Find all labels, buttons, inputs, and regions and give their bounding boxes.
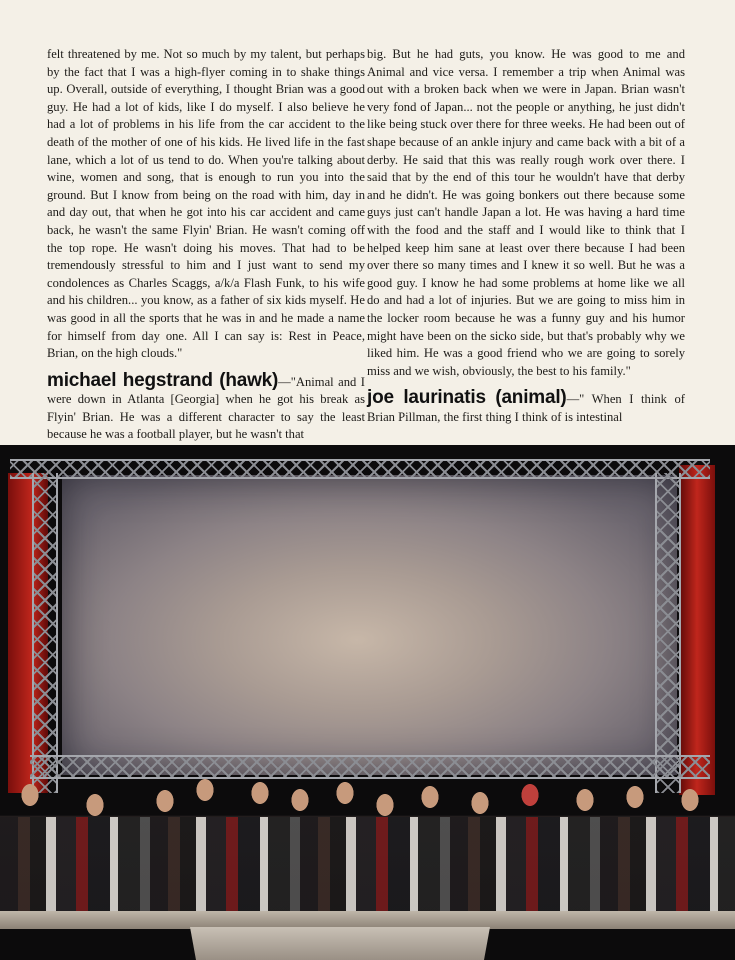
stage-floor xyxy=(0,911,735,929)
left-column xyxy=(47,46,365,444)
paragraph: big. But he had guts, you know. He was good to me and Animal and vice versa. I remember a trip when Animal was out with a broken back when we were in Japan. Brian wasn't very fond of Japan... not the people or anything, he just didn't like being stuck over there for three weeks. He had been out of shape because of an ankle injury and came back with a bit of a derby. He said that this was really rough work over there. I said that by the end of this tour he wouldn't have that derby and he didn't. He was going bonkers out there because some guys just can't handle Japan a lot. He was having a hard time with the food and the staff and I would like to think that I helped keep him sane at least over there because I had been over there so many times and I knew it so well. But he was a good guy. I know he had some problems at home like we all do and had a lot of injuries. But we are going to miss him in the locker room because he was a funny guy and his humor might have been on the sicko side, but that's probably why we liked him. He was a good friend who we are going to sorely miss and we wish, obviously, the best to his family." xyxy=(367,47,685,378)
lighting-truss-right xyxy=(655,473,681,793)
red-curtain-right xyxy=(679,465,715,795)
paragraph-text: —" When I think of Brian Pillman, the first thing I think of is intestinal xyxy=(367,392,685,424)
paragraph xyxy=(47,369,365,444)
article-text-area xyxy=(0,0,735,445)
paragraph xyxy=(367,389,685,426)
right-column xyxy=(367,46,685,426)
lighting-truss-top xyxy=(10,459,710,479)
video-screen-face xyxy=(62,475,677,775)
lighting-truss-left xyxy=(32,473,58,793)
speaker-name: michael hegstrand (hawk) xyxy=(47,369,279,391)
entrance-ramp xyxy=(190,927,490,960)
wrestlers-bodies xyxy=(0,817,735,917)
paragraph-text: —"Animal and I were down in Atlanta [Georgia] when he got his break as Flyin' Brian. He was a different character to say the least because he was a football player, but he wasn't that xyxy=(47,374,365,442)
paragraph: felt threatened by me. Not so much by my talent, but perhaps by the fact that I was a high-flyer coming in to shake things up. Overall, outside of everything, I thought Brian was a good guy. He had a lot of kids, like I do myself. I also believe he had a lot of problems in his life from the car accident to the death of the mother of one of his kids. He lived life in the fast lane, which a lot of us tend to do. When you're talking about wine, women and song, that is enough to run you into the ground. But I know from being on the road with him, day in and day out, that when he got into his car accident and came back, he wasn't the same Flyin' Brian. He wasn't coming off the top rope. He wasn't doing his moves. That had to be tremendously stressful to him and I just want to send my condolences as Charles Scaggs, a/k/a Flash Funk, to his wife and his children... you know, as a father of six kids myself. He was good in all the sports that he was in and he made a name for himself from day one. All I can say is: Rest in Peace, Brian, on the high clouds." xyxy=(47,47,365,361)
speaker-name: joe laurinatis (animal) xyxy=(367,387,567,409)
tribute-photo xyxy=(0,445,735,960)
